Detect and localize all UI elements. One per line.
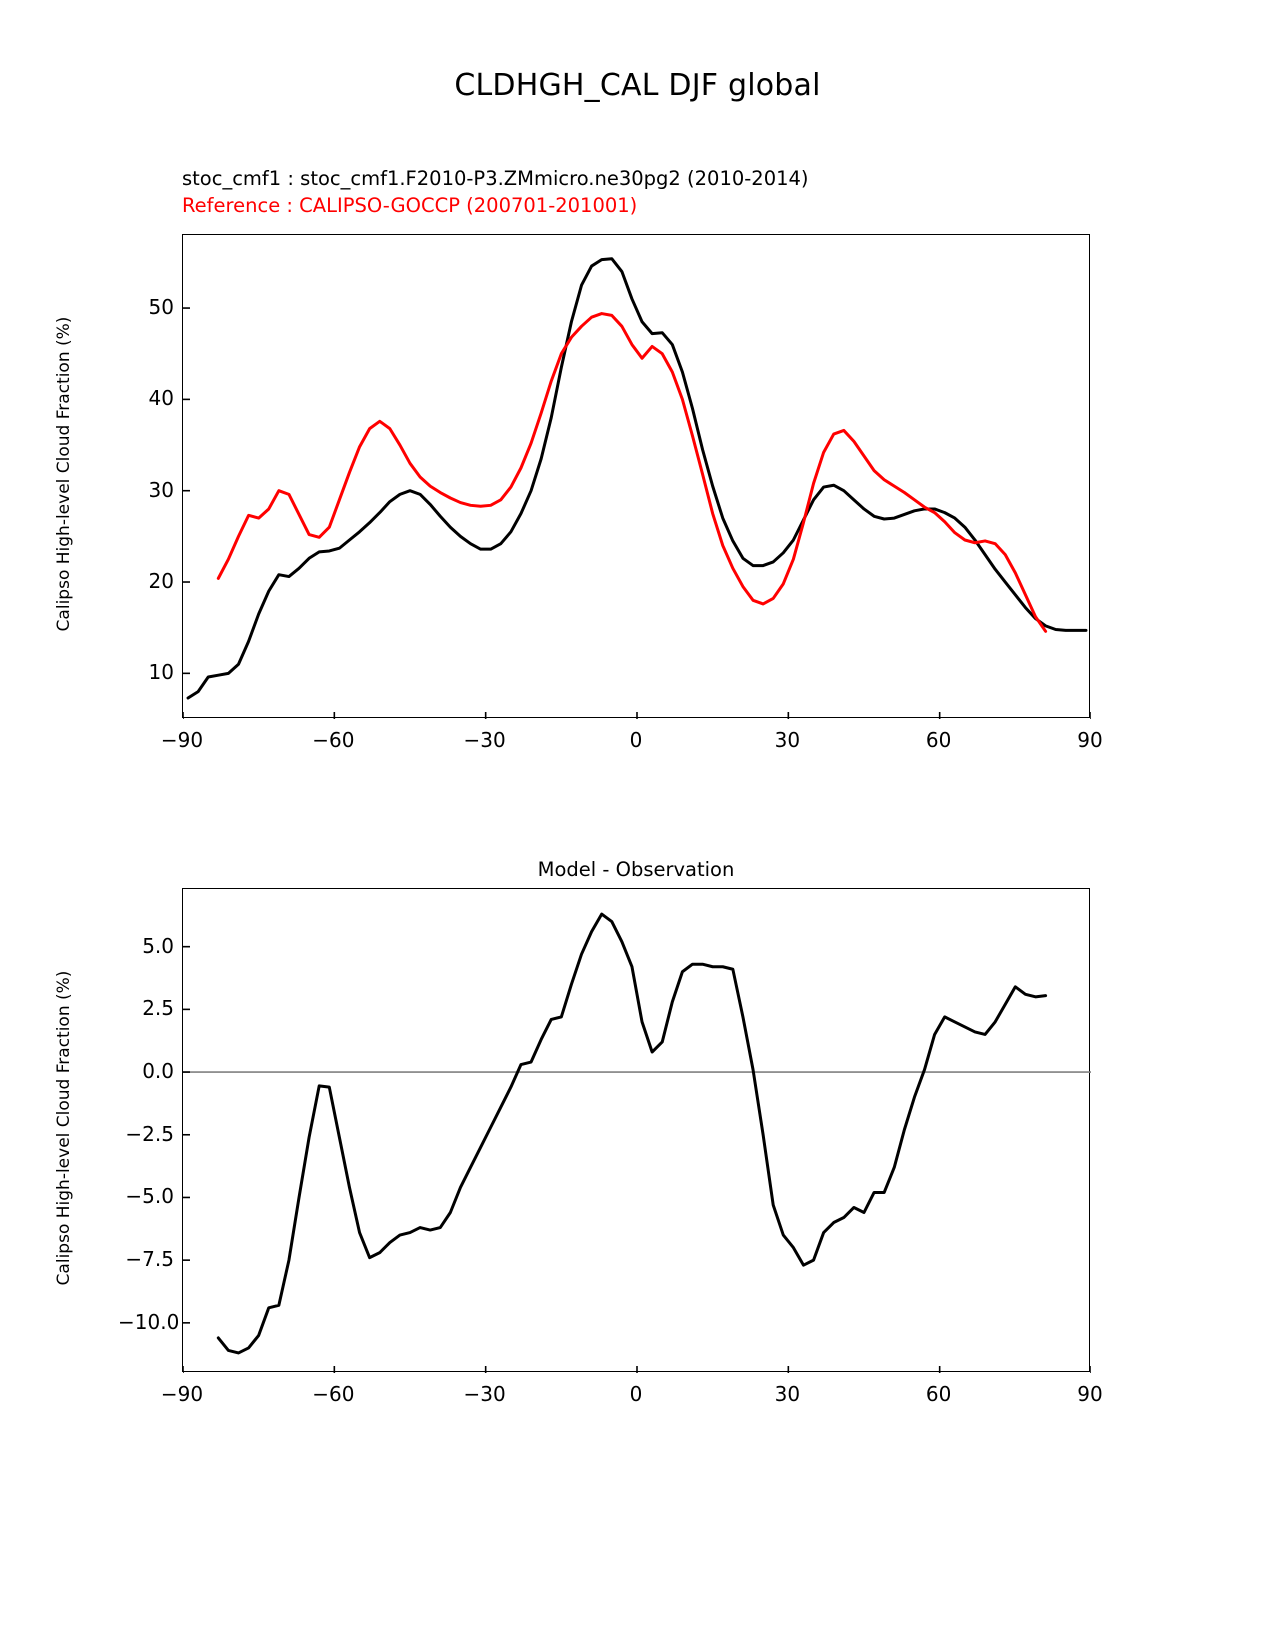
y-tick-label: 10 (148, 660, 174, 685)
y-tick-label: −2.5 (125, 1121, 174, 1146)
x-tick-label: 30 (774, 728, 801, 752)
y-tick-label: −10.0 (118, 1309, 180, 1334)
y-tick-label: 2.5 (142, 996, 174, 1021)
y-axis-label-bottom: Calipso High-level Cloud Fraction (%) (54, 970, 74, 1286)
x-tick-label: 90 (1077, 728, 1103, 752)
x-tick-label: −60 (312, 1382, 355, 1406)
x-tick-label: 60 (925, 1382, 952, 1406)
panel-title-bottom: Model - Observation (537, 858, 735, 881)
y-tick-label: 0.0 (142, 1059, 174, 1084)
y-tick-label: 30 (148, 477, 174, 502)
x-tick-label: −90 (160, 1382, 204, 1406)
x-tick-label: 0 (629, 728, 643, 752)
y-tick-label: 40 (148, 386, 174, 411)
y-tick-label: 50 (148, 295, 174, 320)
x-tick-label: 90 (1077, 1382, 1103, 1406)
y-axis-label-top: Calipso High-level Cloud Fraction (%) (54, 316, 74, 632)
x-tick-label: −90 (160, 728, 204, 752)
x-tick-label: −60 (312, 728, 355, 752)
series-line-0 (218, 914, 1045, 1353)
y-tick-label: −7.5 (125, 1247, 174, 1272)
legend-entry-model: stoc_cmf1 : stoc_cmf1.F2010-P3.ZMmicro.ne30pg2 (2010-2014) (182, 167, 809, 190)
y-tick-label: 20 (148, 569, 174, 594)
plot-area-bottom (182, 888, 1090, 1372)
legend-entry-reference: Reference : CALIPSO-GOCCP (200701-201001) (182, 194, 638, 217)
figure-title: CLDHGH_CAL DJF global (454, 68, 821, 103)
y-tick-label: −5.0 (125, 1184, 174, 1209)
x-tick-label: 60 (925, 728, 952, 752)
x-tick-label: −30 (463, 728, 506, 752)
x-tick-label: 30 (774, 1382, 801, 1406)
x-tick-label: −30 (463, 1382, 506, 1406)
x-tick-label: 0 (629, 1382, 643, 1406)
y-tick-label: 5.0 (142, 933, 174, 958)
